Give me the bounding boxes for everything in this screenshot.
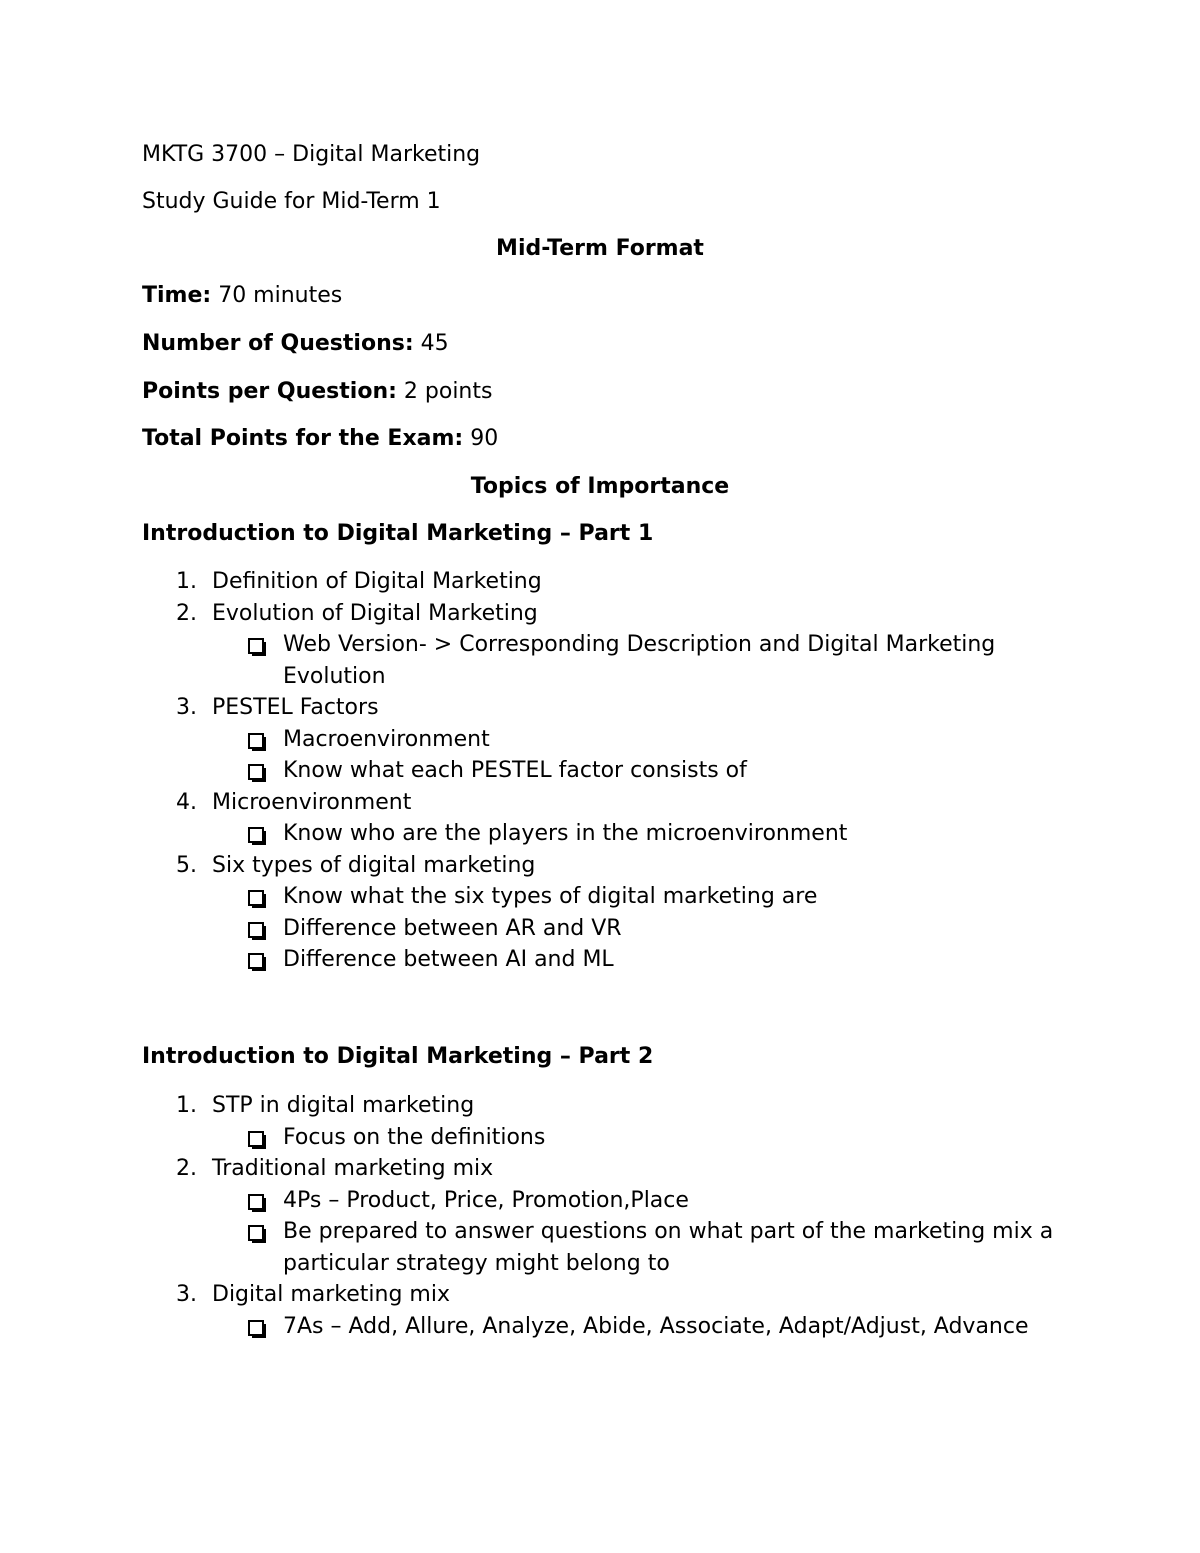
format-value: 90	[463, 426, 499, 451]
sub-item-text: Difference between AI and ML	[283, 947, 614, 972]
format-item-total	[142, 424, 498, 454]
document-subtitle: Study Guide for Mid-Term 1	[142, 189, 441, 214]
checkbox-icon	[248, 1194, 264, 1210]
checkbox-icon	[248, 1131, 264, 1147]
item-text: Evolution of Digital Marketing	[212, 600, 538, 626]
sub-list-item	[212, 1185, 1102, 1217]
list-item	[142, 850, 1102, 976]
format-heading: Mid-Term Format	[496, 236, 704, 261]
checkbox-icon	[248, 1320, 264, 1336]
item-number: 3.	[176, 1282, 197, 1307]
sub-list	[212, 818, 1102, 850]
sub-item-text: Know what the six types of digital marketing are	[283, 884, 818, 909]
sub-list-item	[212, 944, 1102, 976]
topics-heading: Topics of Importance	[470, 474, 730, 499]
sub-list-item	[212, 1311, 1102, 1343]
item-text: Microenvironment	[212, 789, 412, 815]
sub-list-item	[212, 1216, 1102, 1279]
item-text: Definition of Digital Marketing	[212, 569, 542, 594]
list-item	[142, 1279, 1102, 1342]
list-item	[142, 1153, 1102, 1279]
sub-item-text: Difference between AR and VR	[283, 915, 622, 941]
list-item	[142, 1090, 1102, 1153]
checkbox-icon	[248, 638, 264, 654]
sub-list-item	[212, 1122, 1102, 1154]
list-item	[142, 692, 1102, 787]
format-value: 45	[413, 331, 449, 356]
sub-item-text: Know what each PESTEL factor consists of	[283, 758, 747, 783]
checkbox-icon	[248, 922, 264, 938]
item-number: 1.	[176, 569, 197, 594]
checkbox-icon	[248, 953, 264, 969]
item-number: 1.	[176, 1093, 197, 1118]
sub-list	[212, 881, 1102, 976]
sub-list-item	[212, 881, 1102, 913]
item-number: 4.	[176, 789, 197, 815]
sub-list	[212, 1185, 1102, 1280]
sub-item-text: 7As – Add, Allure, Analyze, Abide, Associate, Adapt/Adjust, Advance	[283, 1313, 1029, 1339]
list-item	[142, 787, 1102, 850]
sub-list	[212, 1122, 1102, 1154]
format-item-questions	[142, 329, 449, 359]
format-value: 70 minutes	[211, 283, 343, 308]
format-label: Number of Questions:	[142, 331, 414, 356]
item-number: 2.	[176, 1156, 197, 1181]
sub-item-text: 4Ps – Product, Price, Promotion,Place	[283, 1187, 689, 1213]
format-item-time	[142, 281, 342, 311]
item-number: 5.	[176, 852, 197, 878]
checkbox-icon	[248, 827, 264, 843]
part1-topic-list	[142, 566, 1102, 976]
sub-item-text: Know who are the players in the microenvironment	[283, 821, 848, 846]
sub-item-text: Focus on the definitions	[283, 1124, 546, 1150]
sub-list-item	[212, 724, 1102, 756]
sub-list-item	[212, 913, 1102, 945]
sub-list-item	[212, 629, 1102, 692]
sub-item-text: Be prepared to answer questions on what part of the marketing mix a particular strategy might belong to	[283, 1219, 1054, 1276]
item-text: Traditional marketing mix	[212, 1156, 494, 1181]
format-item-points	[142, 377, 492, 407]
item-text: PESTEL Factors	[212, 695, 379, 720]
checkbox-icon	[248, 890, 264, 906]
part2-topic-list	[142, 1090, 1102, 1342]
item-number: 3.	[176, 695, 197, 720]
sub-list	[212, 629, 1102, 692]
list-item	[142, 598, 1102, 693]
item-text: Six types of digital marketing	[212, 852, 536, 878]
sub-list-item	[212, 818, 1102, 850]
sub-list-item	[212, 755, 1102, 787]
list-item	[142, 566, 1102, 598]
item-number: 2.	[176, 600, 197, 626]
format-label: Time:	[142, 283, 212, 308]
part2-heading: Introduction to Digital Marketing – Part 2	[142, 1044, 654, 1069]
sub-list	[212, 1311, 1102, 1343]
part1-heading: Introduction to Digital Marketing – Part 1	[142, 521, 654, 546]
item-text: STP in digital marketing	[212, 1093, 475, 1118]
format-label: Total Points for the Exam:	[142, 426, 464, 451]
checkbox-icon	[248, 1225, 264, 1241]
checkbox-icon	[248, 733, 264, 749]
sub-list	[212, 724, 1102, 787]
sub-item-text: Web Version- > Corresponding Description and Digital Marketing Evolution	[283, 632, 996, 689]
checkbox-icon	[248, 764, 264, 780]
format-value: 2 points	[396, 379, 493, 404]
item-text: Digital marketing mix	[212, 1282, 450, 1307]
sub-item-text: Macroenvironment	[283, 726, 490, 752]
course-title: MKTG 3700 – Digital Marketing	[142, 142, 481, 167]
format-label: Points per Question:	[142, 379, 397, 404]
